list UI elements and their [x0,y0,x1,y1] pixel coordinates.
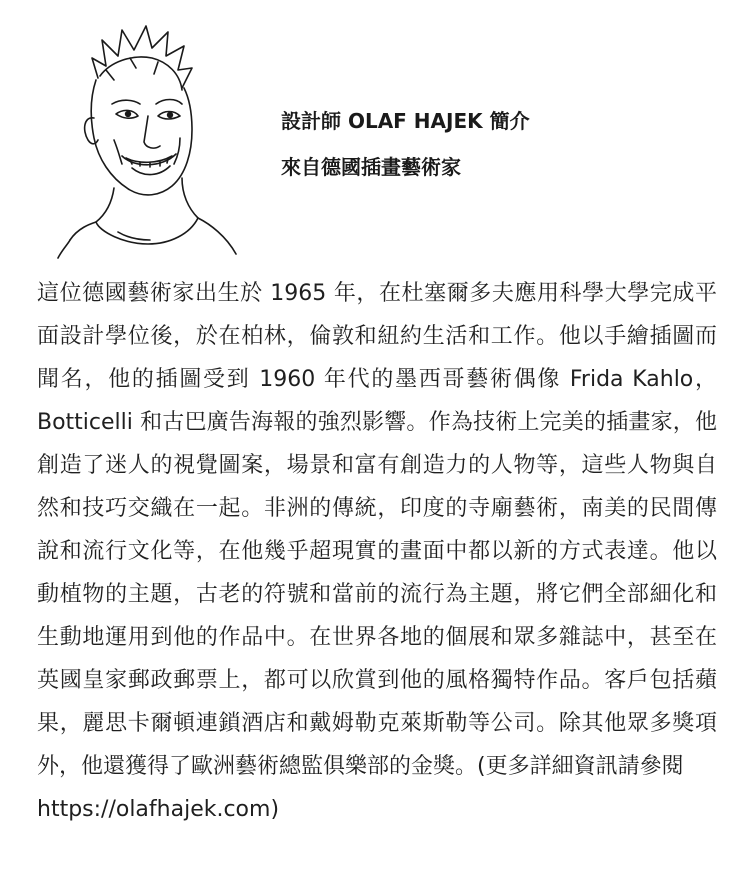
website-link[interactable]: https://olafhajek.com) [37,797,280,822]
heading-block [281,98,530,190]
bio-text: 這位德國藝術家出生於 1965 年，在杜塞爾多夫應用科學大學完成平面設計學位後，於在柏林，倫敦和紐約生活和工作。他以手繪插圖而聞名，他的插圖受到 1960 年代的墨西哥藝術偶像 Frida Kahlo，Botticelli 和古巴廣告海報的強烈影響。作為技術上完美的插畫家，他創造了迷人的視覺圖案，場景和富有創造力的人物等，這些人物與自然和技巧交織在一起。非洲的傳統，印度的寺廟藝術，南美的民間傳說和流行文化等，在他幾乎超現實的畫面中都以新的方式表達。他以動植物的主題，古老的符號和當前的流行為主題，將它們全部細化和生動地運用到他的作品中。在世界各地的個展和眾多雜誌中，甚至在英國皇家郵政郵票上，都可以欣賞到他的風格獨特作品。客戶包括蘋果，麗思卡爾頓連鎖酒店和戴姆勒克萊斯勒等公司。除其他眾多獎項外，他還獲得了歐洲藝術總監俱樂部的金獎。(更多詳細資訊請參閱 [37,281,717,779]
page-title: 設計師 OLAF HAJEK 簡介 [281,109,530,133]
portrait-sketch-icon [40,18,245,263]
page-subtitle: 來自德國插畫藝術家 [281,155,461,179]
bio-paragraph [37,272,717,831]
